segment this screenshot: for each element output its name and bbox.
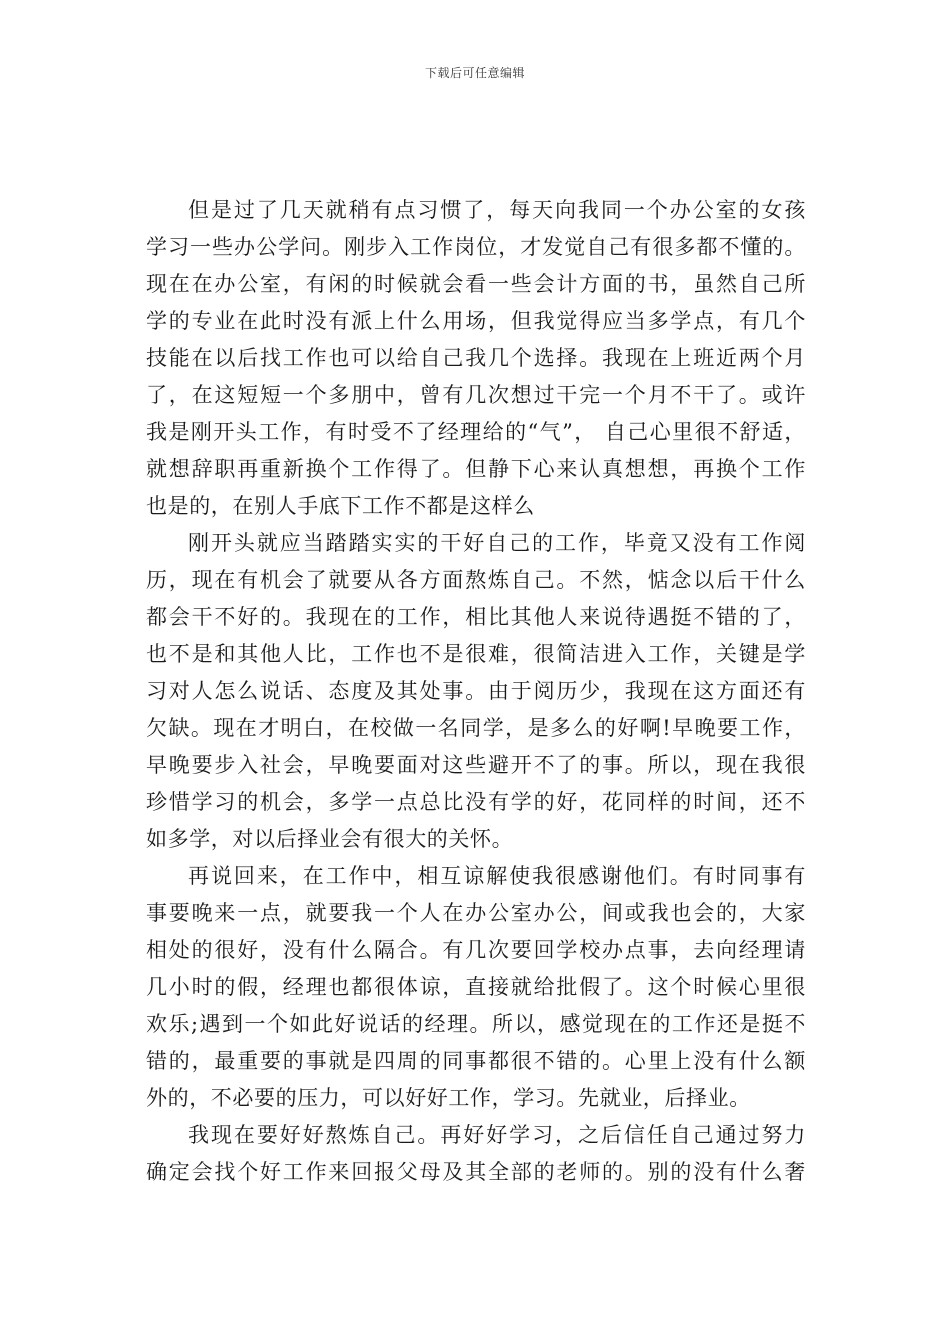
- paragraph-3: [146, 858, 806, 1117]
- text-line: 错的，最重要的事就是四周的同事都很不错的。心里上没有什么额: [146, 1049, 806, 1073]
- text-line: 习对人怎么说话、态度及其处事。由于阅历少，我现在这方面还有: [146, 679, 806, 703]
- text-line: 欢乐;遇到一个如此好说话的经理。所以，感觉现在的工作还是挺不: [146, 1012, 806, 1036]
- text-line: 我是刚开头工作，有时受不了经理给的“气”， 自己心里很不舒适，: [146, 420, 806, 444]
- text-line: 学的专业在此时没有派上什么用场，但我觉得应当多学点，有几个: [146, 309, 806, 333]
- text-line: 我现在要好好熬炼自己。再好好学习，之后信任自己通过努力: [188, 1123, 806, 1147]
- text-line: 现在在办公室，有闲的时候就会看一些会计方面的书，虽然自己所: [146, 272, 806, 296]
- text-line: 了，在这短短一个多朋中，曾有几次想过干完一个月不干了。或许: [146, 383, 806, 407]
- text-line: 欠缺。现在才明白，在校做一名同学，是多么的好啊!早晚要工作，: [146, 716, 806, 740]
- text-line: 确定会找个好工作来回报父母及其全部的老师的。别的没有什么奢: [146, 1160, 806, 1184]
- paragraph-4: [146, 1117, 806, 1191]
- text-line: 就想辞职再重新换个工作得了。但静下心来认真想想，再换个工作: [146, 457, 806, 481]
- text-line: 外的，不必要的压力，可以好好工作，学习。先就业，后择业。: [146, 1086, 751, 1110]
- text-line: 几小时的假，经理也都很体谅，直接就给批假了。这个时候心里很: [146, 975, 806, 999]
- text-line: 如多学，对以后择业会有很大的关怀。: [146, 827, 514, 851]
- text-line: 历，现在有机会了就要从各方面熬炼自己。不然，惦念以后干什么: [146, 568, 806, 592]
- text-line: 事要晚来一点，就要我一个人在办公室办公，间或我也会的，大家: [146, 901, 806, 925]
- text-line: 也是的，在别人手底下工作不都是这样么: [146, 494, 535, 518]
- text-line: 早晚要步入社会，早晚要面对这些避开不了的事。所以，现在我很: [146, 753, 806, 777]
- text-line: 但是过了几天就稍有点习惯了，每天向我同一个办公室的女孩: [188, 198, 806, 222]
- paragraph-2: [146, 525, 806, 858]
- text-line: 珍惜学习的机会，多学一点总比没有学的好，花同样的时间，还不: [146, 790, 806, 814]
- text-line: 学习一些办公学问。刚步入工作岗位，才发觉自己有很多都不懂的。: [146, 235, 806, 259]
- paragraph-1: [146, 192, 806, 525]
- text-line: 技能在以后找工作也可以给自己我几个选择。我现在上班近两个月: [146, 346, 806, 370]
- text-line: 刚开头就应当踏踏实实的干好自己的工作，毕竟又没有工作阅: [188, 531, 806, 555]
- text-line: 再说回来，在工作中，相互谅解使我很感谢他们。有时同事有: [188, 864, 806, 888]
- header-note: 下载后可任意编辑: [424, 66, 525, 80]
- text-line: 相处的很好，没有什么隔合。有几次要回学校办点事，去向经理请: [146, 938, 806, 962]
- text-line: 也不是和其他人比，工作也不是很难，很简洁进入工作，关键是学: [146, 642, 806, 666]
- text-line: 都会干不好的。我现在的工作，相比其他人来说待遇挺不错的了，: [146, 605, 806, 629]
- document-body: [146, 192, 806, 1191]
